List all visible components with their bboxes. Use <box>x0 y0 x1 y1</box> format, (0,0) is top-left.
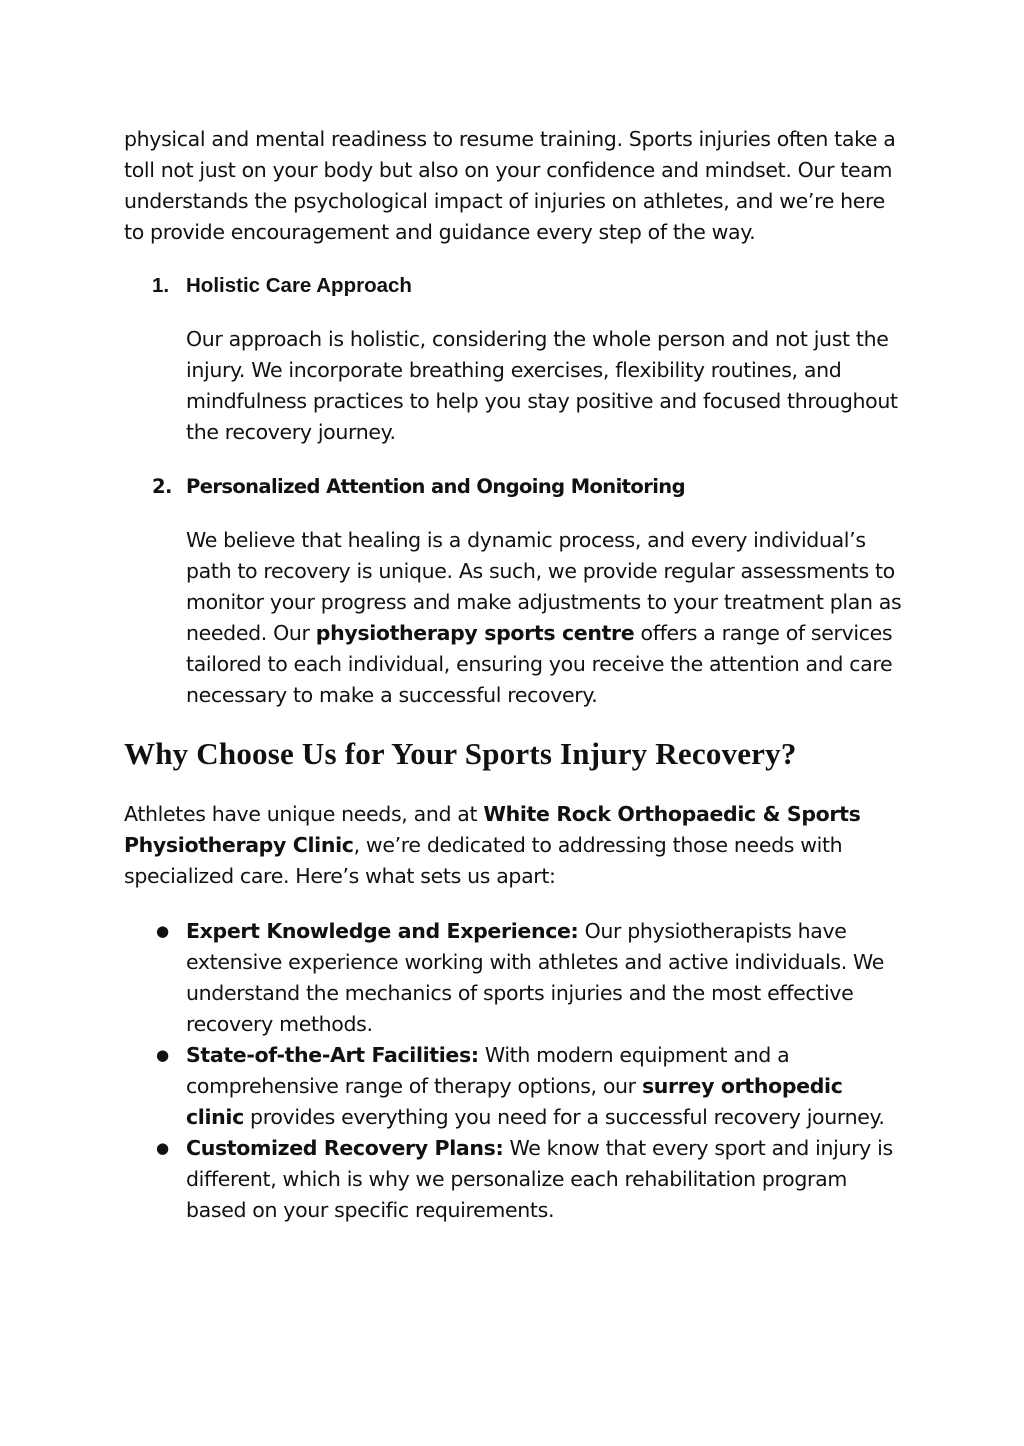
bullet-dot-icon: ● <box>156 1139 169 1157</box>
bullet-text: We know that every sport and injury is different, which is why we personalize each rehabilitation program based on your specific requirements. <box>186 1136 893 1222</box>
heading-holistic-care: Holistic Care Approach <box>186 274 412 297</box>
bold-keyword: physiotherapy sports centre <box>315 621 635 645</box>
bold-keyword: surrey orthopedic clinic <box>186 1074 843 1129</box>
intro-paragraph: physical and mental readiness to resume training. Sports injuries often take a toll not just on your body but also on your confidence and mindset. Our team understands the psychological impact of injuries on athletes, and we’re here to provide encouragement and guidance every step of the way. <box>124 127 896 244</box>
bullet-text: With modern equipment and a comprehensive range of therapy options, our <box>186 1043 790 1098</box>
heading-personalized-attention: Personalized Attention and Ongoing Monitoring <box>186 475 685 498</box>
list-number: 1. <box>152 274 170 297</box>
bullet-label: State-of-the-Art Facilities: <box>186 1043 479 1067</box>
document-page <box>124 124 904 1226</box>
bullet-label: Customized Recovery Plans: <box>186 1136 504 1160</box>
body-text: Athletes have unique needs, and at <box>124 802 484 826</box>
body-text: offers a range of services tailored to each individual, ensuring you receive the attention and care necessary to make a successful recovery. <box>186 621 893 707</box>
list-item <box>124 1133 904 1226</box>
numbered-heading-1 <box>152 270 904 301</box>
list-number: 2. <box>152 475 172 498</box>
personalized-attention-body <box>186 525 904 711</box>
body-text: , we’re dedicated to addressing those needs with specialized care. Here’s what sets us apart: <box>124 833 843 888</box>
list-item <box>124 1040 904 1133</box>
bullet-text: provides everything you need for a successful recovery journey. <box>243 1105 885 1129</box>
clinic-name: White Rock Orthopaedic & Sports Physiotherapy Clinic <box>124 802 861 857</box>
section-paragraph <box>124 799 904 892</box>
holistic-care-body: Our approach is holistic, considering the whole person and not just the injury. We incorporate breathing exercises, flexibility routines, and mindfulness practices to help you stay positive and focused throughout the recovery journey. <box>186 327 898 444</box>
bullet-dot-icon: ● <box>156 1046 169 1064</box>
bullet-text: Our physiotherapists have extensive experience working with athletes and active individuals. We understand the mechanics of sports injuries and the most effective recovery methods. <box>186 919 885 1036</box>
body-text: We believe that healing is a dynamic process, and every individual’s path to recovery is unique. As such, we provide regular assessments to monitor your progress and make adjustments to your treatment plan as needed. Our <box>186 528 902 645</box>
section-heading: Why Choose Us for Your Sports Injury Recovery? <box>124 736 797 771</box>
list-item <box>124 916 904 1040</box>
bullet-dot-icon: ● <box>156 922 169 940</box>
bullet-label: Expert Knowledge and Experience: <box>186 919 579 943</box>
numbered-heading-2 <box>152 471 904 502</box>
benefits-list <box>124 916 904 1226</box>
